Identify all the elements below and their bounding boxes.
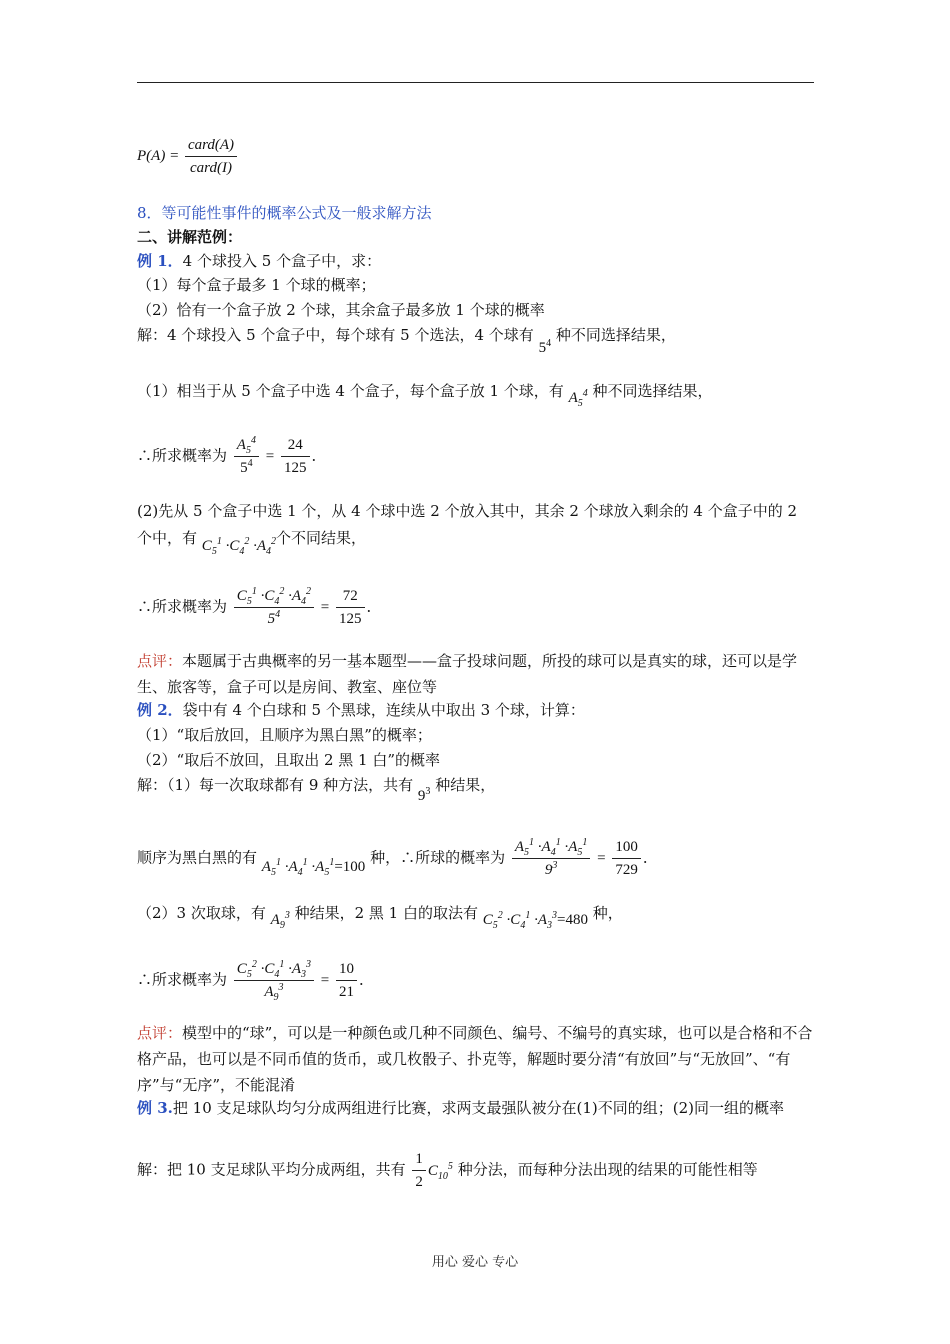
example-2-question-2: （2）“取后不放回，且取出 2 黑 1 白”的概率 (137, 751, 441, 769)
example-2-result: ∴所求概率为 $\frac{C_5^2 \cdot C_4^1 \cdot A_3^3}{A_9^3}$ = $\frac{10}{21}$ ． (137, 959, 375, 1003)
example-1-part-1: （1）相当于从 5 个盒子中选 4 个盒子，每个盒子放 1 个球，有 $A_5^4$ 种不同选择结果， (137, 382, 713, 409)
example-3-label: 例 3. (137, 1099, 173, 1117)
header-rule (137, 82, 814, 83)
math-a54: $A_5^4$ (568, 388, 588, 409)
formula-numerator: card(A) (185, 134, 237, 157)
example-1-solution: 解：4 个球投入 5 个盒子中，每个球有 5 个选法，4 个球有 $5^4$ 种不同选择结果， (137, 326, 676, 356)
example-2-heading: 例 2．袋中有 4 个白球和 5 个黑球，连续从中取出 3 个球，计算： (137, 701, 585, 719)
example-1-heading (137, 248, 381, 274)
example-2-question-1: （1）“取后放回，且顺序为黑白黑”的概率； (137, 726, 432, 744)
example-1-question-1: （1）每个盒子最多 1 个球的概率； (137, 276, 376, 294)
math-9-pow-3: $9^3$ (417, 786, 431, 804)
comment-label: 点评： (137, 652, 183, 670)
section-8-title: 8．等可能性事件的概率公式及一般求解方法 (137, 204, 432, 222)
example-1-comment: 点评：本题属于古典概率的另一基本题型——盒子投球问题，所投的球可以是真实的球，还可以是学生、旅客等，盒子可以是房间、教室、座位等 (137, 652, 798, 696)
section-2-title: 二、讲解范例： (137, 228, 243, 246)
page-footer: 用心 爱心 专心 (431, 1255, 519, 1270)
example-1-part-2: (2)先从 5 个盒子中选 1 个，从 4 个球中选 2 个放入其中，其余 2 个球放入剩余的 4 个盒子中的 2 个中，有 $C_5^1 \cdot C_4^2 \cdot A_4^2$个不同结果， (137, 502, 798, 557)
example-1-result-2: ∴所求概率为 $\frac{C_5^1 \cdot C_4^2 \cdot A_4^2}{5^4}$ = $\frac{72}{125}$ ． (137, 586, 382, 627)
math-c51-c42-a42: $C_5^1 \cdot C_4^2 \cdot A_4^2$ (201, 536, 276, 557)
example-2-line-2: 顺序为黑白黑的有 $A_5^1 \cdot A_4^1 \cdot A_5^1=100$ 种，∴所球的概率为 $\frac{A_5^1 \cdot A_4^1 \cdot A_5^1}{9^3}$ = $\frac{100}{729}$ ． (137, 837, 658, 878)
example-2-label: 例 2． (137, 701, 183, 719)
example-3-solution: 解：把 10 支足球队平均分成两组，共有 $\frac{1}{2}$ $C_{10}^5$ 种分法，而每种分法出现的结果的可能性相等 (137, 1148, 758, 1193)
example-1-label: 例 1． (137, 252, 183, 270)
example-1-result-1: ∴所求概率为 $\frac{A_5^4}{5^4}$ = $\frac{24}{125}$ ． (137, 435, 327, 476)
example-1-text: 4 个球投入 5 个盒子中，求： (182, 252, 382, 270)
example-2-solution: 解：（1）每一次取球都有 9 种方法，共有 $9^3$ 种结果， (137, 776, 496, 804)
example-2-line-3: （2）3 次取球，有 $A_9^3$ 种结果，2 黑 1 白的取法有 $C_5^2 \cdot C_4^1 \cdot A_3^3=480$ 种， (137, 904, 623, 931)
example-1-question-2: （2）恰有一个盒子放 2 个球，其余盒子最多放 1 个球的概率 (137, 301, 545, 319)
formula-denominator: card(I) (190, 160, 232, 176)
formula-lhs: P(A) = (137, 147, 180, 164)
probability-formula (137, 134, 239, 179)
example-3-heading: 例 3.把 10 支足球队均匀分成两组进行比赛，求两支最强队被分在(1)不同的组；(2)同一组的概率 (137, 1099, 785, 1117)
comment-label: 点评： (137, 1024, 183, 1042)
example-2-comment: 点评：模型中的“球”，可以是一种颜色或几种不同颜色、编号、不编号的真实球，也可以是合格和不合格产品，也可以是不同币值的货币，或几枚骰子、扑克等，解题时要分清“有放回”与“无放回”、“有序”与“无序”，不能混淆 (137, 1024, 813, 1094)
math-5-pow-4: $5^4$ (538, 338, 552, 356)
